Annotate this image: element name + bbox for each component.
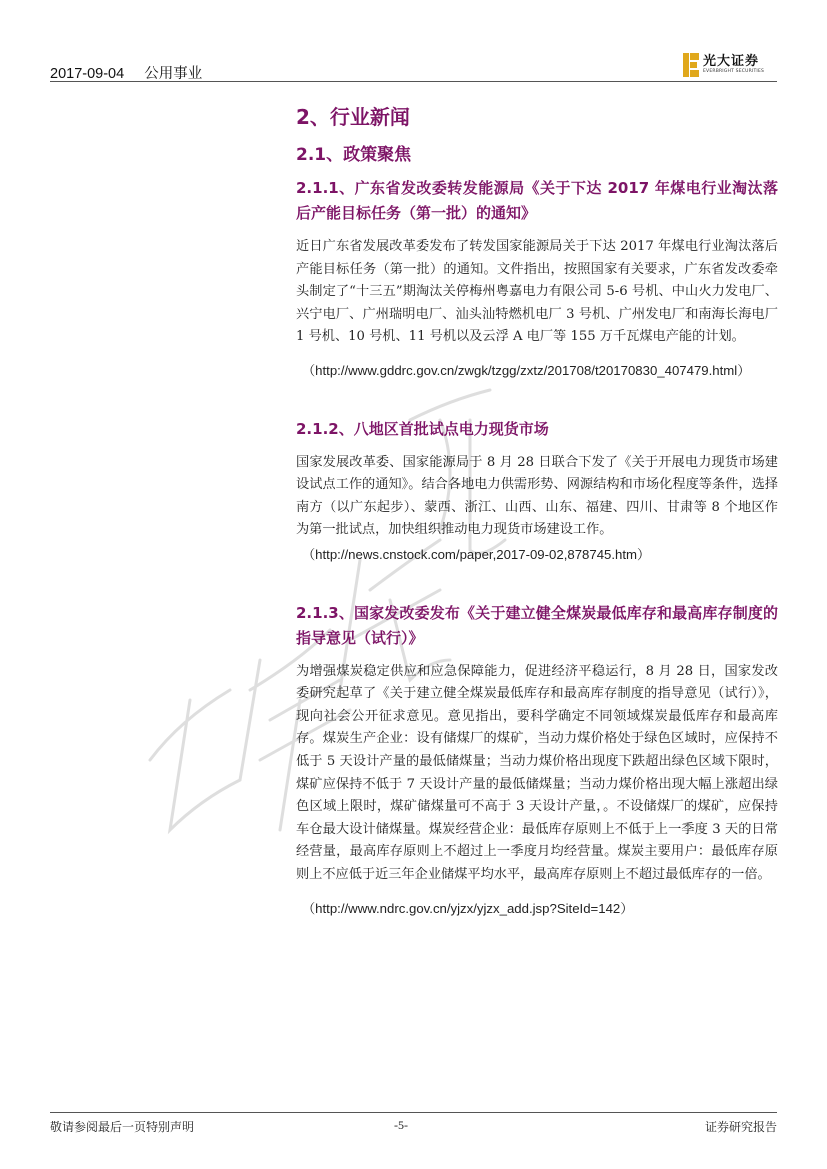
page-number: -5- [394,1118,408,1132]
logo-chinese-name: 光大证券 [703,54,760,70]
news-item-title: 2.1.2、八地区首批试点电力现货市场 [296,419,549,438]
news-item [296,417,778,567]
news-item-source-link[interactable]: （http://news.cnstock.com/paper,2017-09-02,878745.htm） [302,546,651,562]
news-item-body: 近日广东省发展改革委发布了转发国家能源局关于下达 2017 年煤电行业淘汰落后产能目标任务（第一批）的通知。文件指出，按照国家有关要求，广东省发改委牵头制定了“十三五”期淘汰关停梅州粤嘉电力有限公司 5-6 号机、中山火力发电厂、兴宁电厂、广州瑞明电厂、汕头汕特燃机电厂 3 号机、广州发电厂和南海长海电厂 1 号机、10 号机、11 号机以及云浮 A 电厂等 155 万千瓦煤电产能的计划。 [296,239,778,345]
news-item-source-link[interactable]: （http://www.ndrc.gov.cn/yjzx/yjzx_add.jsp?SiteId=142） [302,901,634,917]
news-item [296,601,778,922]
footer-report-type: 证券研究报告 [704,1120,777,1134]
company-logo [683,52,764,78]
everbright-logo-icon [683,53,699,77]
main-content [296,100,778,921]
logo-english-name: EVERBRIGHT SECURITIES [703,69,765,75]
footer-disclaimer: 敬请参阅最后一页特别声明 [50,1120,195,1134]
report-sector: 公用事业 [144,66,203,82]
news-item-body: 为增强煤炭稳定供应和应急保障能力，促进经济平稳运行，8 月 28 日，国家发改委研究起草了《关于建立健全煤炭最低库存和最高库存制度的指导意见（试行）》，现向社会公开征求意见。意见指出，要科学确定不同领域煤炭最低库存和最高库存。煤炭生产企业：设有储煤厂的煤矿，当动力煤价格处于绿色区域时，应保持不低于 5 天设计产量的最低储煤量；当动力煤价格出现度下跌超出绿色区域下限时，煤矿应保持不低于 7 天设计产量的最低储煤量；当动力煤价格出现大幅上涨超出绿色区域上限时，煤矿储煤量可不高于 3 天设计产量，。不设储煤厂的煤矿，应保持车仓最大设计储煤量。煤炭经营企业：最低库存原则上不低于上一季度 3 天的日常经营量，最高库存原则上不超过上一季度月均经营量。煤炭主要用户：最低库存原则上不应低于近三年企业储煤平均水平，最高库存原则上不超过最低库存的一倍。 [296,663,778,882]
page-header [50,62,202,83]
news-item-body: 国家发展改革委、国家能源局于 8 月 28 日联合下发了《关于开展电力现货市场建设试点工作的通知》。结合各地电力供需形势、网源结构和市场化程度等条件，选择南方（以广东起步）、蒙西、浙江、山西、山东、福建、四川、甘肃等 8 个地区作为第一批试点，加快组织推动电力现货市场建设工作。 [296,454,778,538]
news-item [296,176,778,383]
report-date: 2017-09-04 [50,66,125,82]
news-item-title: 2.1.1、广东省发改委转发能源局《关于下达 2017 年煤电行业淘汰落后产能目标任务（第一批）的通知》 [296,179,778,222]
news-item-source-link[interactable]: （http://www.gddrc.gov.cn/zwgk/tzgg/zxtz/201708/t20170830_407479.html） [302,362,751,378]
header-divider [50,81,777,82]
section-title: 2、行业新闻 [296,105,410,129]
subsection-title: 2.1、政策聚焦 [296,145,412,165]
footer-divider [50,1112,777,1113]
news-item-title: 2.1.3、国家发改委发布《关于建立健全煤炭最低库存和最高库存制度的指导意见（试行）》 [296,603,778,647]
